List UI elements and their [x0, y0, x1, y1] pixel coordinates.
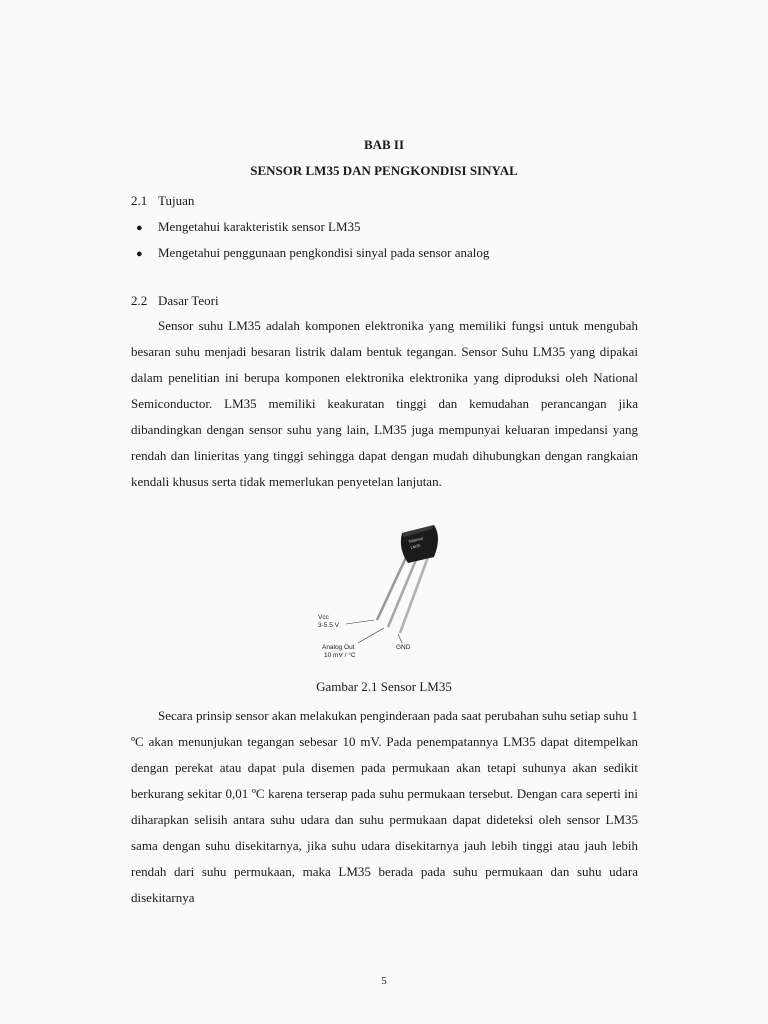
list-item-text: Mengetahui karakteristik sensor LM35 — [158, 219, 361, 234]
chip-text: National — [408, 535, 424, 544]
paragraph-1: Sensor suhu LM35 adalah komponen elektronika yang memiliki fungsi untuk mengubah besaran suhu menjadi besaran listrik dalam bentuk tegangan. Sensor Suhu LM35 yang dipakai dalam penelitian ini berupa komponen elektronika elektronika yang diproduksi oleh National Semiconductor. LM35 memiliki keakuratan tinggi dan kemudahan perancangan jika dibandingkan dengan sensor suhu yang lain, LM35 juga mempunyai keluaran impedansi yang rendah dan linieritas yang tinggi sehingga dapat dengan mudah dihubungkan dengan rangkaian kendali khusus serta tidak memerlukan penyetelan lanjutan. — [131, 318, 638, 489]
vcc-label: Vcc — [318, 614, 329, 621]
list-item-text: Mengetahui penggunaan pengkondisi sinyal pada sensor analog — [158, 245, 490, 260]
paragraph-2: Secara prinsip sensor akan melakukan penginderaan pada saat perubahan suhu setiap suhu 1 ºC akan menunjukan tegangan sebesar 10 mV. Pada penempatannya LM35 dapat ditempelkan dengan perekat atau dapat pula disemen pada permukaan akan tetapi suhunya akan sedikit berkurang sekitar 0,01 ºC karena terserap pada suhu permukaan tersebut. Dengan cara seperti ini diharapkan selisih antara suhu udara dan suhu permukaan dapat dideteksi oleh sensor LM35 sama dengan suhu disekitarnya, jika suhu udara disekitarnya jauh lebih tinggi atau jauh lebih rendah dari suhu permukaan, maka LM35 berada pada suhu permukaan dan suhu udara disekitarnya — [131, 708, 638, 905]
analog-out-label: Analog Out — [322, 644, 355, 651]
analog-out-scale-label: 10 mV / °C — [324, 652, 356, 659]
page-number: 5 — [381, 975, 387, 987]
gnd-label: GND — [396, 644, 411, 651]
section-number: 2.2 — [131, 293, 148, 308]
sensor-leg — [377, 553, 408, 620]
vcc-range-label: 3-5.5 V — [318, 622, 339, 629]
section-title: Dasar Teori — [158, 293, 219, 308]
sensor-leg — [400, 557, 428, 633]
chapter-number: BAB II — [363, 137, 405, 152]
section-heading-dasar-teori — [131, 293, 219, 309]
chip-text: LM35 — [410, 542, 421, 550]
list-item — [136, 245, 489, 261]
figure-caption: Gambar 2.1 Sensor LM35 — [316, 679, 452, 694]
bullet-icon: ● — [136, 222, 143, 234]
bullet-icon: ● — [136, 248, 143, 260]
list-item — [136, 219, 361, 235]
section-heading-tujuan — [131, 193, 194, 209]
lm35-sensor-figure — [310, 515, 470, 665]
section-title: Tujuan — [158, 193, 195, 208]
chapter-title: SENSOR LM35 DAN PENGKONDISI SINYAL — [250, 163, 518, 178]
section-number: 2.1 — [131, 193, 148, 208]
